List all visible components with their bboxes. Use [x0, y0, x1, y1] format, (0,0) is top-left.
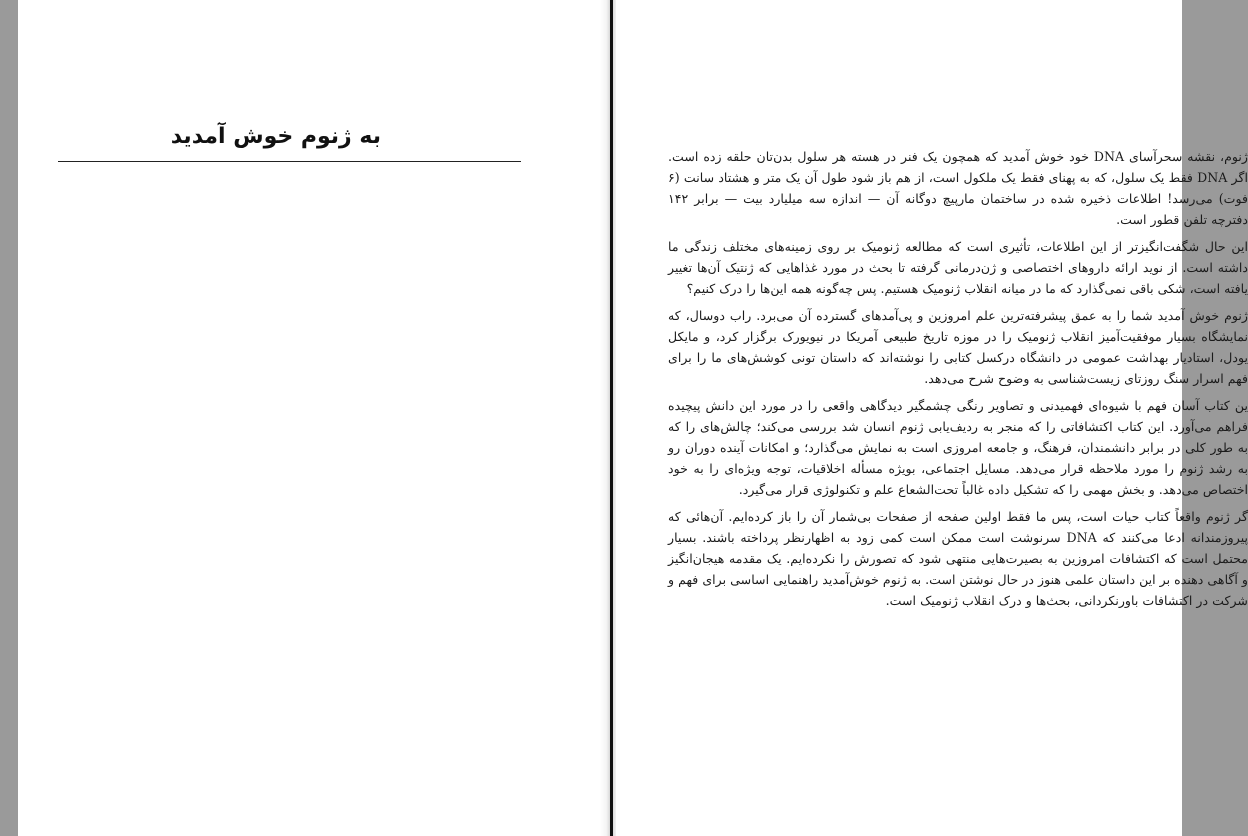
book-title: به ژنوم خوش آمدید — [170, 124, 381, 149]
page-gutter — [600, 0, 616, 836]
paragraph: گر ژنوم واقعاً کتاب حیات است، پس ما فقط اولین صفحه از صفحات بی‌شمار آن را باز کرده‌ایم. آن‌هائی که پیروزمندانه ادعا می‌کنند که DNA سرنوشت است ممکن است کمی زود به اظهارنظر پرداخته باشند. بسیار محتمل است که اکتشافات امروزین به بصیرت‌هایی منتهی شود که تصورش را نکرده‌ایم. یک مقدمه هیجان‌انگیز و آگاهی دهنده بر این داستان علمی هنوز در حال نوشتن است. به ژنوم خوش‌آمدید راهنمایی اساسی برای فهم و شرکت در اکتشافات باورنکردانی، بحث‌ها و درک انقلاب ژنومیک است. — [668, 509, 1248, 608]
title-underline — [58, 161, 521, 162]
paragraph: این حال شگفت‌انگیزتر از این اطلاعات، تأثیری است که مطالعه ژنومیک بر روی زمینه‌های مختلف زندگی ما داشته است. از نوید ارائه داروهای اختصاصی و ژن‌درمانی گرفته تا بحث در مورد غذاهایی که ژنتیک آن‌ها تغییر یافته است، شکی باقی نمی‌گذارد که ما در میانه انقلاب ژنومیک هستیم. پس چه‌گونه همه این‌ها را درک کنیم؟ — [668, 239, 1248, 296]
right-page — [618, 0, 1248, 836]
body-text — [668, 146, 1248, 617]
paragraph: ژنوم، نقشه سحرآسای DNA خود خوش آمدید که همچون یک فنر در هسته هر سلول بدن‌تان حلقه زده است. اگر DNA فقط یک سلول، که به پهنای فقط یک ملکول است، از هم باز شود طول آن یک متر و هشتاد سانت (۶ فوت) می‌رسد! اطلاعات ذخیره شده در ساختمان مارپیچ دوگانه آن — اندازه سه میلیارد بیت — برابر ۱۴۲ دفترچه تلفن قطور است. — [668, 149, 1248, 227]
book-spread — [18, 0, 1248, 836]
paragraph: ین کتاب آسان فهم با شیوه‌ای فهمیدنی و تصاویر رنگی چشمگیر دیدگاهی واقعی را در مورد این دانش پیچیده فراهم می‌آورد. این کتاب اکتشافاتی را که منجر به ردیف‌یابی ژنوم انسان شد بررسی می‌کند؛ چالش‌های را که به طور کلی در برابر دانشمندان، فرهنگ، و جامعه امروزی است به نمایش می‌گذارد؛ و امکانات آینده دوران رو به رشد ژنوم را مورد ملاحظه قرار می‌دهد. مسایل اجتماعی، بویژه مسأله اخلاقیات، توجه ویژه‌ای را به خود اختصاص می‌دهد. و بخش مهمی را که تشکیل داده غالباً تحت‌الشعاع علم و تکنولوژی قرار می‌گیرد. — [668, 398, 1248, 497]
left-page — [18, 0, 608, 836]
book-spine — [610, 0, 613, 836]
paragraph: ژنوم خوش آمدید شما را به عمق پیشرفته‌ترین علم امروزین و پی‌آمدهای گسترده آن می‌برد. راب دوسال، که نمایشگاه بسیار موفقیت‌آمیز انقلاب ژنومیک را در موزه تاریخ طبیعی آمریکا در نیویورک برگزار کرد، و مایکل یودل، استادیار بهداشت عمومی در دانشگاه درکسل کتابی را نوشته‌اند که داستان تونی کوشش‌های ما را برای فهم اسرار سنگ روزتای زیست‌شناسی به وضوح شرح می‌دهد. — [668, 308, 1248, 386]
